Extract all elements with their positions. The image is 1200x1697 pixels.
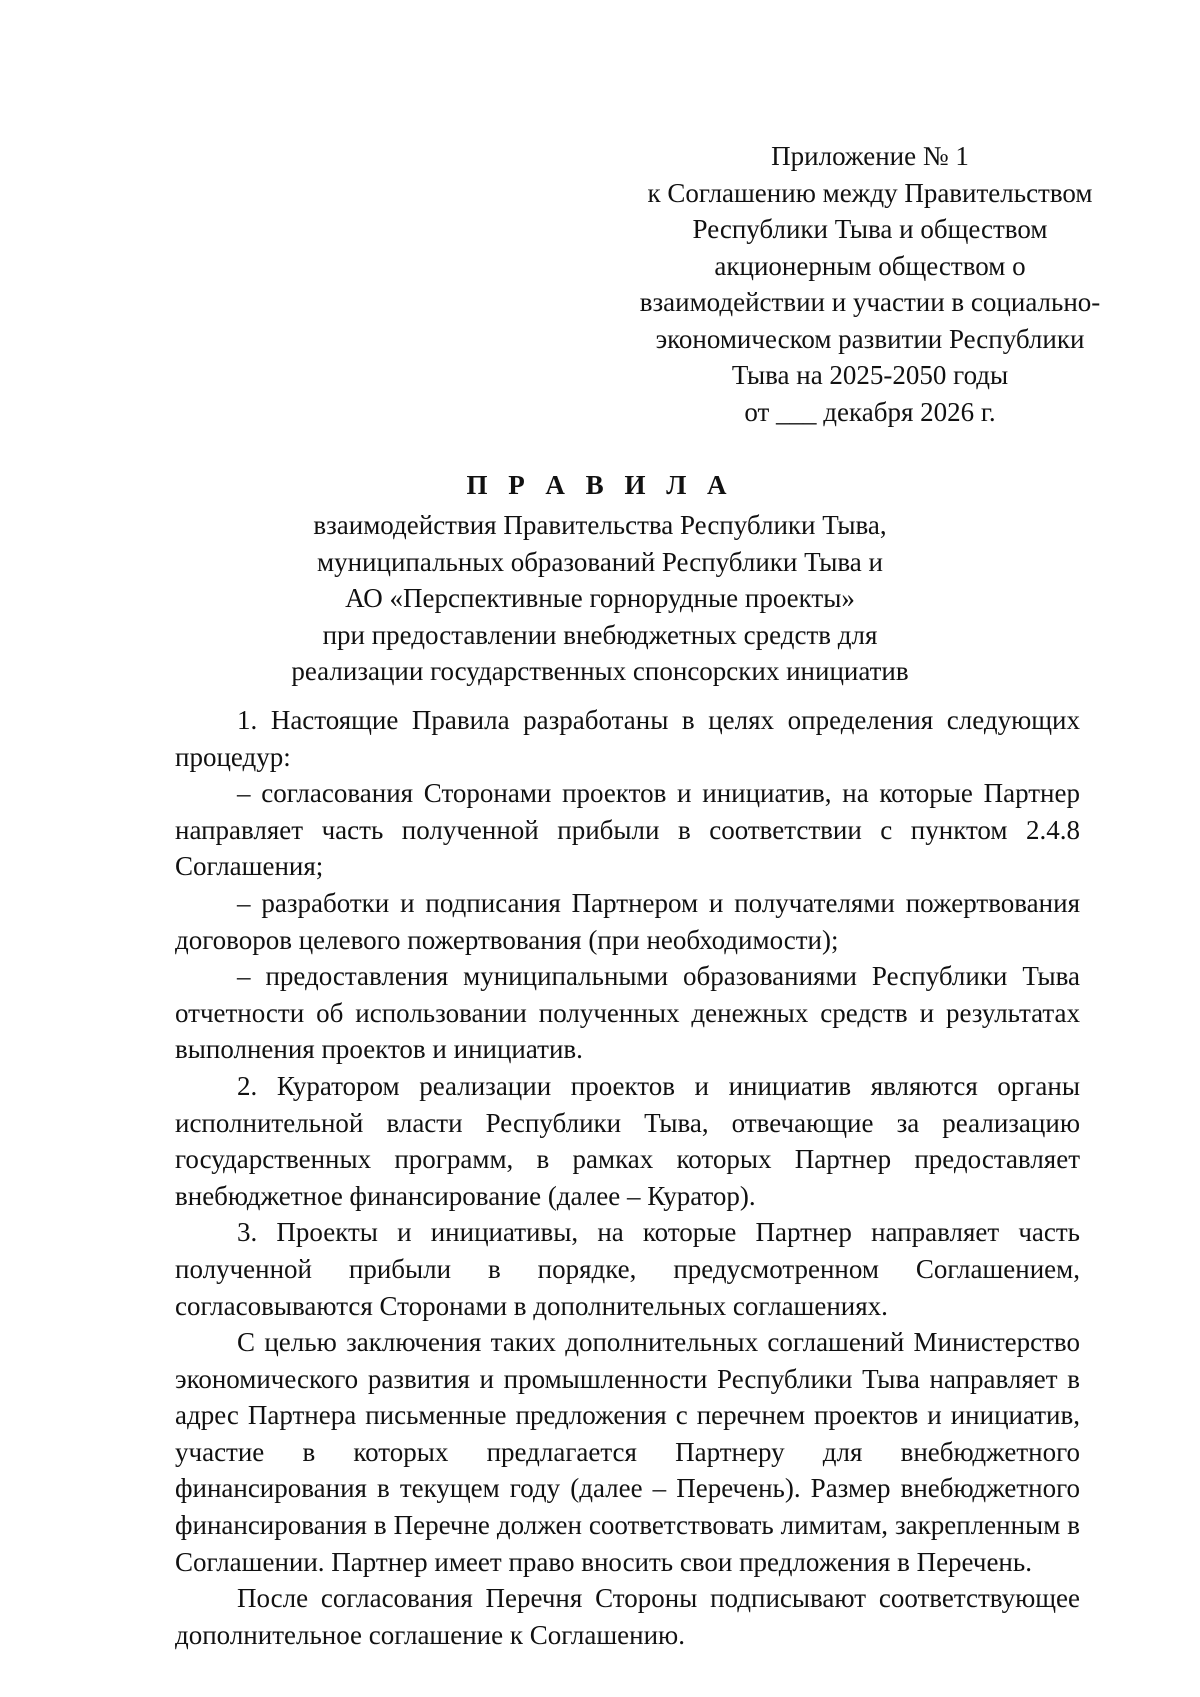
document-body xyxy=(175,702,1080,1653)
appendix-date-line: от ___ декабря 2026 г. xyxy=(744,396,996,427)
appendix-header xyxy=(600,138,1140,430)
paragraph-1: 1. Настоящие Правила разработаны в целях определения следующих процедур: xyxy=(175,705,1080,772)
appendix-line: взаимодействии и участии в социально- xyxy=(639,287,1101,317)
list-item-agreement: – согласования Сторонами проектов и инициатив, на которые Партнер направляет часть полученной прибыли в соответствии с пунктом 2.4.8 Соглашения; xyxy=(175,778,1080,882)
title-subtitle-line: взаимодействия Правительства Республики Тыва, xyxy=(313,510,887,540)
rules-heading: П Р А В И Л А xyxy=(466,470,734,500)
title-subtitle-line: АО «Перспективные горнорудные проекты» xyxy=(345,583,855,613)
paragraph-3: 3. Проекты и инициативы, на которые Партнер направляет часть полученной прибыли в порядке, предусмотренном Соглашением, согласовываются Сторонами в дополнительных соглашениях. xyxy=(175,1217,1080,1321)
paragraph-signing: После согласования Перечня Стороны подписывают соответствующее дополнительное соглашение к Соглашению. xyxy=(175,1583,1080,1650)
appendix-line: Приложение № 1 xyxy=(771,141,969,171)
title-subtitle-line: муниципальных образований Республики Тыва и xyxy=(317,546,883,577)
list-item-reporting: – предоставления муниципальными образованиями Республики Тыва отчетности об использовании полученных денежных средств и результатах выполнения проектов и инициатив. xyxy=(175,961,1080,1065)
appendix-line: Республики Тыва и обществом xyxy=(692,214,1048,244)
appendix-line: экономическом развитии Республики xyxy=(655,323,1085,354)
appendix-line: к Соглашению между Правительством xyxy=(647,177,1093,208)
title-subtitle-line: при предоставлении внебюджетных средств для xyxy=(322,619,878,650)
title-subtitle-line: реализации государственных спонсорских инициатив xyxy=(291,656,909,686)
appendix-line: акционерным обществом о xyxy=(714,250,1026,281)
paragraph-2: 2. Куратором реализации проектов и инициатив являются органы исполнительной власти Республики Тыва, отвечающие за реализацию государственных программ, в рамках которых Партнер предоставляет внебюджетное финансирование (далее – Куратор). xyxy=(175,1070,1080,1211)
appendix-line: Тыва на 2025-2050 годы xyxy=(731,360,1009,390)
list-item-donation-contracts: – разработки и подписания Партнером и получателями пожертвования договоров целевого пожертвования (при необходимости); xyxy=(175,887,1080,955)
document-title xyxy=(260,467,940,690)
paragraph-list-proposal: С целью заключения таких дополнительных соглашений Министерство экономического развития и промышленности Республики Тыва направляет в адрес Партнера письменные предложения с перечнем проектов и инициатив, участие в которых предлагается Партнеру для внебюджетного финансирования в текущем году (далее – Перечень). Размер внебюджетного финансирования в Перечне должен соответствовать лимитам, закрепленным в Соглашении. Партнер имеет право вносить свои предложения в Перечень. xyxy=(175,1327,1080,1577)
